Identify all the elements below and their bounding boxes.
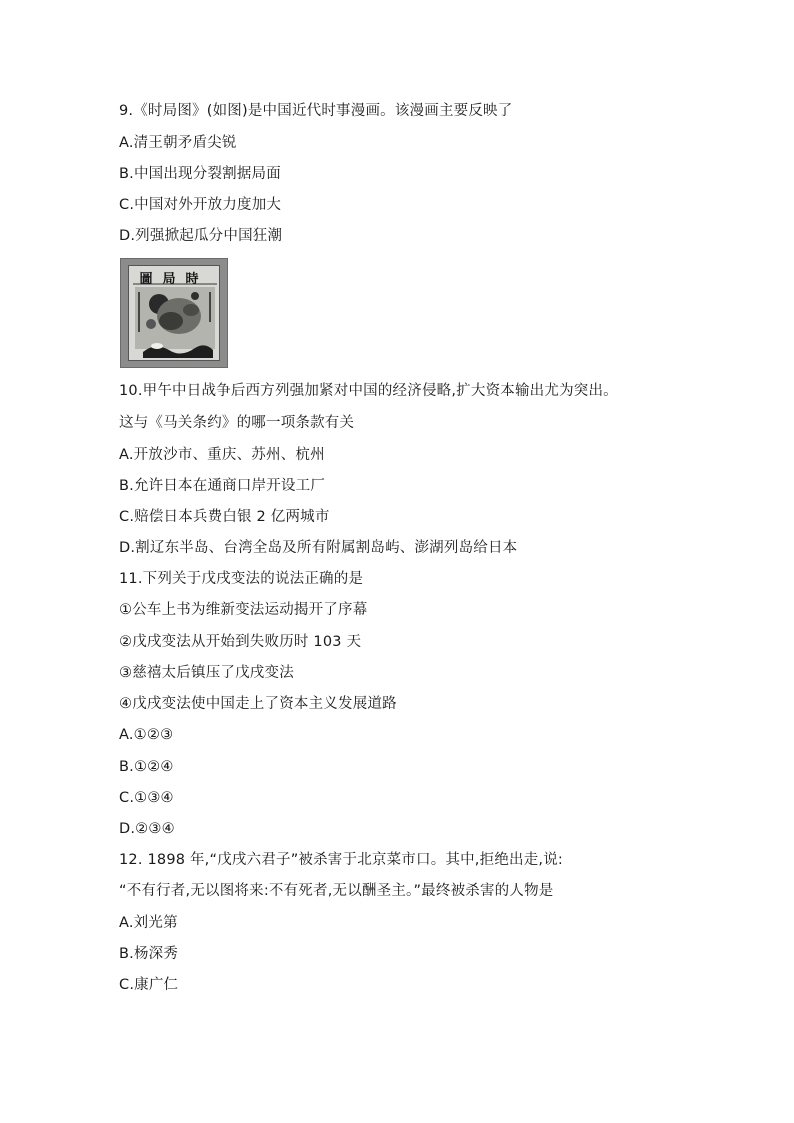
question-9-option-b: B.中国出现分裂割据局面 [119, 166, 281, 182]
question-10-stem-line-1: 10.甲午中日战争后西方列强加紧对中国的经济侵略,扩大资本输出尤为突出。 [119, 383, 618, 399]
question-9-option-c: C.中国对外开放力度加大 [119, 197, 282, 213]
question-12-stem-line-1: 12. 1898 年,“戊戌六君子”被杀害于北京菜市口。其中,拒绝出走,说: [119, 852, 564, 868]
question-11-statement-3: ③慈禧太后镇压了戊戌变法 [119, 665, 294, 681]
question-12-option-b: B.杨深秀 [119, 946, 179, 962]
question-11-statement-1: ①公车上书为维新变法运动揭开了序幕 [119, 602, 368, 618]
question-10-option-c: C.赔偿日本兵费白银 2 亿两城市 [119, 509, 330, 525]
question-9-option-a: A.清王朝矛盾尖锐 [119, 135, 237, 151]
cartoon-frame [128, 265, 220, 361]
cartoon-illustration [129, 266, 221, 362]
question-9-stem: 9.《时局图》(如图)是中国近代时事漫画。该漫画主要反映了 [119, 103, 513, 119]
question-12-stem-line-2: “不有行者,无以图将来:不有死者,无以酬圣主。”最终被杀害的人物是 [119, 883, 554, 899]
question-11-option-c: C.①③④ [119, 790, 174, 806]
cartoon-title: 圖局時 [139, 272, 209, 287]
shiju-tu-cartoon-image [120, 258, 228, 368]
question-10-option-a: A.开放沙市、重庆、苏州、杭州 [119, 447, 325, 463]
question-11-statement-4: ④戊戌变法使中国走上了资本主义发展道路 [119, 696, 397, 712]
question-11-statement-2: ②戊戌变法从开始到失败历时 103 天 [119, 634, 362, 650]
question-11-stem: 11.下列关于戊戌变法的说法正确的是 [119, 571, 364, 587]
question-12-option-c: C.康广仁 [119, 977, 179, 993]
question-10-option-b: B.允许日本在通商口岸开设工厂 [119, 478, 326, 494]
question-11-option-b: B.①②④ [119, 759, 174, 775]
question-12-option-a: A.刘光第 [119, 915, 178, 931]
question-10-stem-line-2: 这与《马关条约》的哪一项条款有关 [119, 415, 355, 431]
question-10-option-d: D.割辽东半岛、台湾全岛及所有附属割岛屿、澎湖列岛给日本 [119, 540, 518, 556]
question-9-option-d: D.列强掀起瓜分中国狂潮 [119, 228, 283, 244]
question-11-option-d: D.②③④ [119, 821, 175, 837]
question-11-option-a: A.①②③ [119, 727, 174, 743]
